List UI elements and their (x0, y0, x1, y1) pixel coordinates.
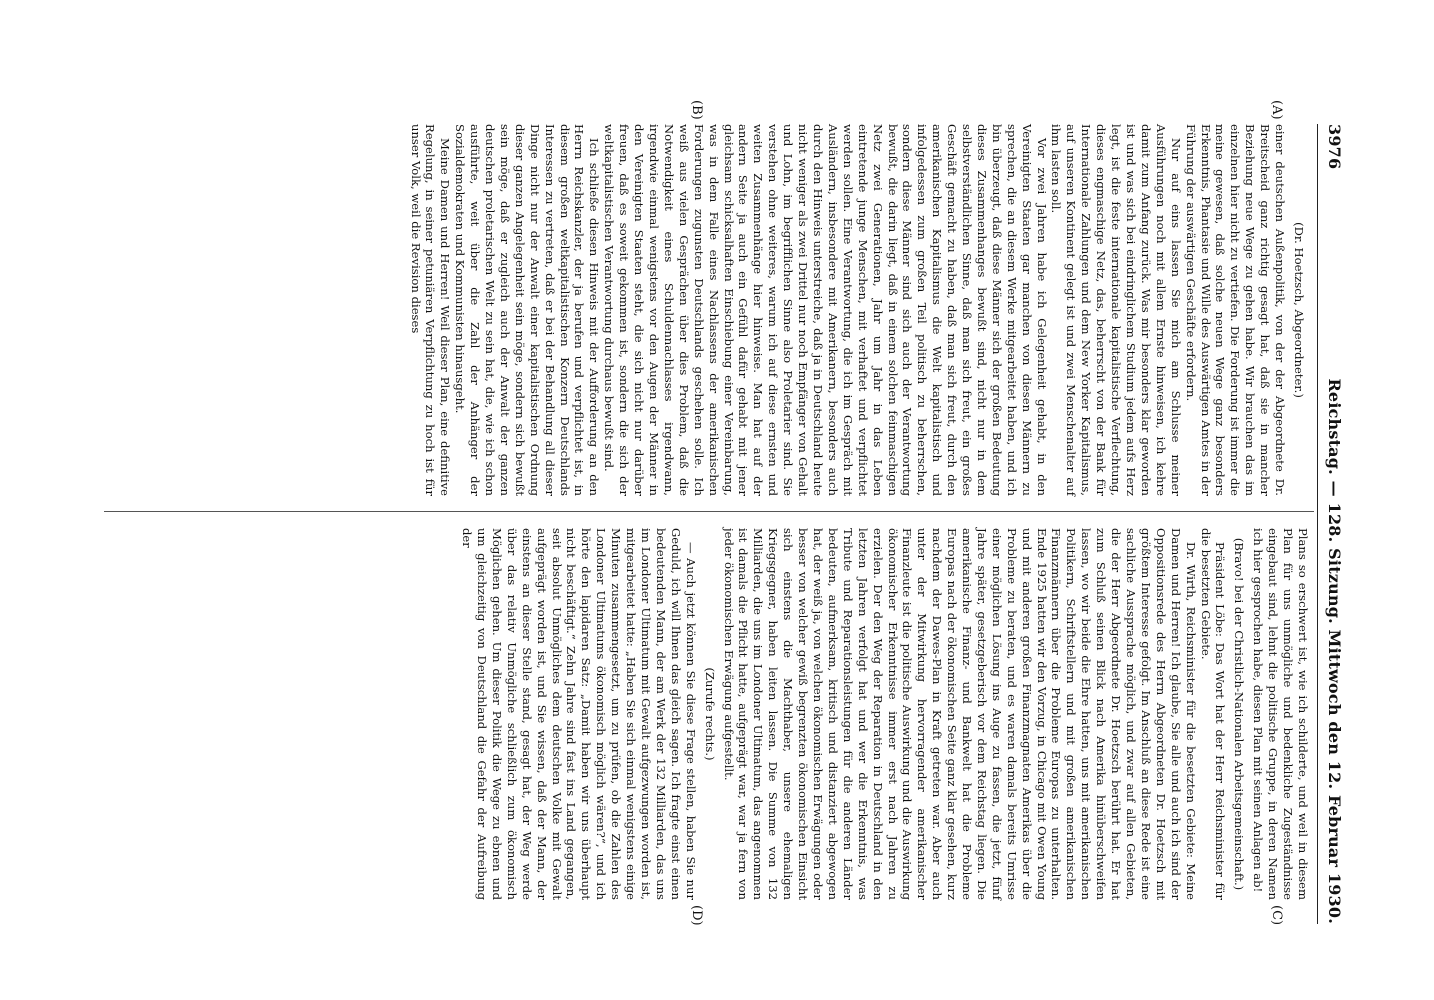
speaker-line: (Dr. Hoetzsch, Abgeordneter.) (1292, 222, 1306, 398)
paragraph: Plans so erschwert ist, wie ich schilderte, und weil in diesem Plan für uns unmögliche und bedenkliche Zugeständnisse eingebaut sind, lehnt die politische Gruppe, in deren Namen ich hier gesprochen habe, diesen Plan mit seinen Anlagen ab! (1251, 528, 1310, 900)
interjection: (Bravo! bei der Christlich-Nationalen Arbeitsgemeinschaft.) (1232, 537, 1247, 891)
paragraph: Meine Damen und Herren! Weil dieser Plan, eine definitive Regelung, in seiner petuniären Verpflichtung zu hoch ist für unser Volk, weil die Revision dieses (408, 124, 453, 496)
column-divider (104, 511, 1314, 512)
margin-marker-c: (C) (1269, 905, 1284, 926)
paragraph: einer deutschen Außenpolitik, von der der Abgeordnete Dr. Breitscheid ganz richtig gesagt hat, daß sie in mancher Beziehung neue Wege zu gehen habe. Wir brauchen das im einzelnen hier nicht zu vertiefen. Die Forderung ist immer die meine gewesen, daß solche neuen Wege ganz besonders Erkenntnis, Phantasie und Wille des Auswärtigen Amtes in der Führung der auswärtigen Geschäfte erfordern. (1183, 124, 1288, 496)
paragraph: Dr. Wirth, Reichsminister für die besetzten Gebiete: Meine Damen und Herren! Ich glaube, Sie alle und auch ich sind der Oppositionsrede des Herrn Abgeordneten Dr. Hoetzsch mit größtem Interesse gefolgt. Im Anschluß an diese Rede ist eine sachliche Aussprache möglich, und zwar auf allen Gebieten, die der Herr Abgeordnete Dr. Hoetzsch berührt hat. Er hat zum Schluß seinen Blick nach Amerika hinüberschweifen lassen, wo wir beide die Ehre hatten, uns mit amerikanischen Politikern, Schriftstellern und mit großen amerikanischen Finanzmännern über die Probleme Europas zu unterhalten. Ende 1925 hatten wir den Vorzug, in Chicago mit Owen Young und mit anderen großen Finanzmagnaten Amerikas über die Probleme zu beraten, und es waren damals bereits Umrisse einer möglichen Lösung ins Auge zu fassen, die jetzt, fünf Jahre später, gesetzgeberisch vor dem Reichstag liegen. Die amerikanische Finanz- und Bankwelt hat die Probleme Europas nach der ökonomischen Seite ganz klar gesehen, kurz nachdem der Dawes-Plan in Kraft getreten war. Aber auch unter der Mitwirkung hervorragender amerikanischer Finanzleute ist die politische Auswirkung und die Auswirkung ökonomischer Erkenntnisse immer erst nach Jahren zu erzielen. Der den Weg der Reparation in Deutschland in den letzten Jahren verfolgt hat und wer die Erkenntnis, was Tribute und Reparationsleistungen für die anderen Länder bedeuten, aufmerksam, kritisch und distanziert abgewogen hat, der weiß ja, von welchen ökonomischen Erwägungen oder besser von welcher gewiß begrenzten ökonomischen Einsicht sich einstens die Machthaber, unsere ehemaligen Kriegsgegner, haben leiten lassen. Die Summe von 132 Milliarden, die uns im Londoner Ultimatum, das angenommen ist damals die Pflicht hatte, aufgeprägt war, war ja fern von jeder ökonomischen Erwägung aufgestellt. (721, 528, 1198, 900)
paragraph: Nur auf eins lassen Sie mich am Schlusse meiner Ausführungen noch mit allem Ernste hinweisen, ich kehre damit zum Anfang zurück. Was mir besonders klar geworden ist und was sich bei eindringlichem Studium jedem aufs Herz legt, ist die feste internationale kapitalistische Verflechtung, dieses engmaschige Netz, das, beherrscht von der Bank für Internationale Zahlungen und dem New Yorker Kapitalismus, auf unseren Kontinent gelegt ist und zwei Menschenalter auf ihm lasten soll. (1049, 124, 1183, 496)
running-title: Reichstag. — 128. Sitzung. Mittwoch den 12. Februar 1930. (1325, 378, 1344, 924)
president-statement: Präsident Löbe: Das Wort hat der Herr Reichsminister für die besetzten Gebiete. (1198, 528, 1228, 900)
margin-marker-a: (A) (1269, 100, 1284, 120)
page-header (1320, 124, 1344, 924)
paragraph: Ich schließe diesen Hinweis mit der Aufforderung an den Herrn Reichskanzler, der ja berufen und verpflichtet ist, in diesem großen weltkapitalistischen Konzern Deutschlands Interessen zu vertreten, daß er bei der Behandlung all dieser Dinge nicht nur der Anwalt einer kapitalistischen Ordnung dieser ganzen Angelegenheit sein möge, sondern sich bewußt sein möge, daß er zugleich auch der Anwalt der ganzen deutschen proletarischen Welt zu sein hat, die, wie ich schon ausführte, weit über die Zahl der Anhänger der Sozialdemokraten und Kommunisten hinausgeht. (453, 124, 602, 496)
header-rule (1317, 124, 1318, 924)
paragraph: — Auch jetzt können Sie diese Frage stellen, haben Sie nur Geduld, ich will Ihnen das gleich sagen. Ich fragte einst einen bedeutenden Mann, der am Werk der 132 Milliarden, das uns im Londoner Ultimatum mit Gewalt aufgezwungen worden ist, mitgearbeitet hatte: „Haben Sie sich einmal wenigstens einige Minuten zusammengesetzt, um zu prüfen, ob die Zahlen des Londoner Ultimatums ökonomisch möglich wären?“, und ich hörte den lapidaren Satz: „Damit haben wir uns überhaupt nicht beschäftigt.“ Zehn Jahre sind fast ins Land gegangen, seit absolut Unmögliches dem deutschen Volke mit Gewalt aufgeprägt worden ist, und Sie wissen, daß der Mann, der einstens an dieser Stelle stand, gesagt hat, der Weg werde über das relativ Unmögliche schließlich zum ökonomisch Möglichen gehen. Um dieser Politik die Wege zu ebnen und um gleichzeitig von Deutschland die Gefahr der Aufreibung der (460, 528, 698, 900)
margin-marker-b: (B) (689, 100, 704, 120)
paragraph: Vor zwei Jahren habe ich Gelegenheit gehabt, in den Vereinigten Staaten gar manchen von diesen Männern zu sprechen, die an diesem Werke mitgearbeitet haben, und ich bin überzeugt, daß diese Männer sich der großen Bedeutung dieses Zusammenhanges bewußt sind, nicht nur in dem selbstverständlichen Sinne, daß man sich freut, ein großes Geschäft gemacht zu haben, daß man sich freut, durch den amerikanischen Kapitalismus die Welt kapitalistisch und infolgedessen zum großen Teil politisch zu beherrschen, sondern diese Männer sind sich auch der Verantwortung bewußt, die darin liegt, daß in einem solchen feinmaschigen Netz zwei Generationen, Jahr um Jahr in das Leben eintretende junge Menschen, mit verhaftet und verpflichtet werden sollen. Eine Verantwortung, die ich im Gespräch mit Ausländern, insbesondere mit Amerikanern, besonders auch durch den Hinweis unterstreiche, daß ja in Deutschland heute nicht weniger als zwei Drittel nur noch Empfänger von Gehalt und Lohn, im begrifflichen Sinne also Proletarier sind. Sie verstehen ohne weiteres, warum ich auf diese ernsten und weiten Zusammenhänge hier hinweise. Man hat auf der andern Seite ja auch ein Gefühl dafür gehabt mit jener gleichsam schicksalhaften Einschiebung einer Vereinbarung, was in dem Falle eines Nachlassens der amerikanischen Forderungen zugunsten Deutschlands geschehen solle. Ich weiß aus vielen Gesprächen über dies Problem, daß die Notwendigkeit eines Schuldennachlasses irgendwann, irgendwie einmal wenigstens vor den Augen der Männer in den Vereinigten Staaten steht, die sich nicht nur darüber freuen, daß es soweit gekommen ist, sondern die sich der weltkapitalistischen Verantwortung durchaus bewußt sind. (602, 124, 1049, 496)
right-column (459, 528, 1310, 900)
margin-marker-d: (D) (689, 905, 704, 926)
page-number: 3976 (1325, 124, 1344, 170)
interjection: (Zurufe rechts.) (702, 667, 717, 761)
left-column (408, 124, 1310, 496)
